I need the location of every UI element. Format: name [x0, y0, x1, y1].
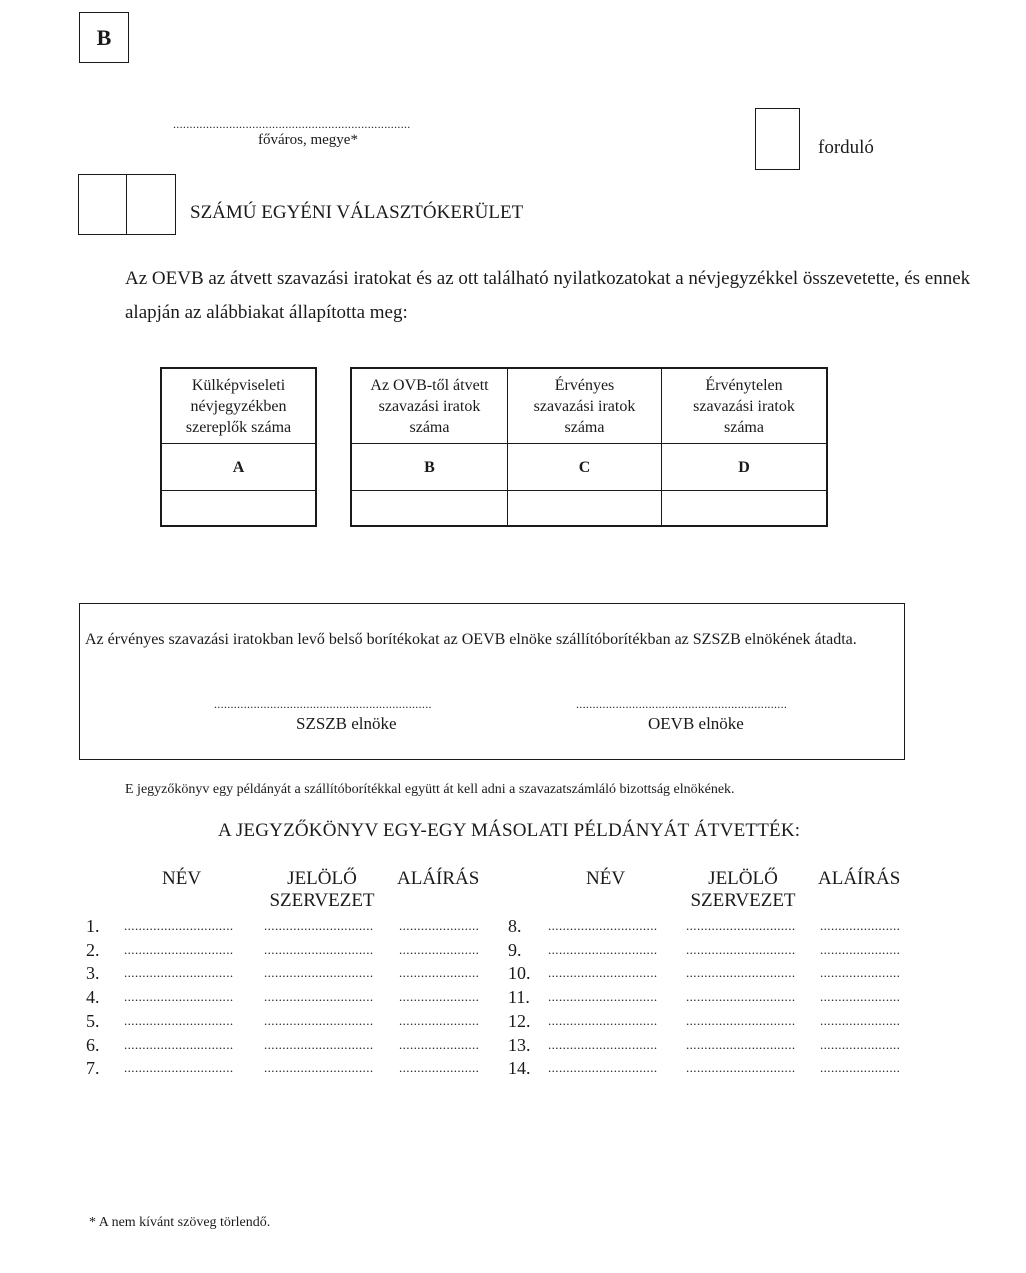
- city-input-line[interactable]: ........................................................................: [173, 117, 411, 131]
- column-letter-a: A: [161, 444, 316, 491]
- header-line: száma: [724, 418, 764, 436]
- cell-c-value[interactable]: [508, 491, 662, 527]
- name-entry-line[interactable]: ..............................: [124, 941, 234, 957]
- header-line: Érvényes: [554, 376, 615, 394]
- table-voting-documents: [350, 367, 828, 527]
- organization-entry-line[interactable]: ..............................: [264, 1036, 374, 1052]
- signature-entry-line[interactable]: ......................: [399, 1036, 480, 1052]
- organization-entry-line[interactable]: ..............................: [264, 965, 374, 981]
- signatory-row: [508, 1033, 908, 1057]
- organization-entry-line[interactable]: ..............................: [686, 1036, 796, 1052]
- signature-entry-line[interactable]: ......................: [399, 1060, 480, 1076]
- column-header-signature: ALÁÍRÁS: [818, 868, 901, 889]
- header-invalid-documents: [662, 368, 828, 444]
- oevb-signature-label: OEVB elnöke: [648, 714, 744, 733]
- header-received-documents: [351, 368, 508, 444]
- row-number: 14.: [508, 1058, 531, 1079]
- header-valid-documents: [508, 368, 662, 444]
- table-foreign-register: [160, 367, 317, 527]
- row-number: 6.: [86, 1034, 100, 1055]
- row-number: 5.: [86, 1010, 100, 1031]
- header-line: JELÖLŐ: [287, 868, 357, 889]
- organization-entry-line[interactable]: ..............................: [686, 989, 796, 1005]
- column-header-organization: [263, 868, 381, 912]
- signature-entry-line[interactable]: ......................: [820, 989, 901, 1005]
- signature-entry-line[interactable]: ......................: [399, 989, 480, 1005]
- signatory-row: [86, 1009, 486, 1033]
- copies-heading: A JEGYZŐKÖNYV EGY-EGY MÁSOLATI PÉLDÁNYÁT ÁTVETTÉK:: [218, 820, 801, 841]
- organization-entry-line[interactable]: ..............................: [686, 941, 796, 957]
- name-entry-line[interactable]: ..............................: [124, 1012, 234, 1028]
- name-entry-line[interactable]: ..............................: [124, 989, 234, 1005]
- header-line: száma: [564, 418, 605, 436]
- signatory-row: [86, 1033, 486, 1057]
- signatory-row: [508, 1009, 908, 1033]
- name-entry-line[interactable]: ..............................: [124, 918, 234, 933]
- district-number-box-1[interactable]: [78, 174, 127, 235]
- organization-entry-line[interactable]: ..............................: [686, 918, 796, 933]
- column-letter-c: C: [508, 444, 662, 491]
- signature-entry-line[interactable]: ......................: [820, 965, 901, 981]
- column-letter-d: D: [662, 444, 828, 491]
- header-line: SZERVEZET: [269, 890, 375, 911]
- city-label: főváros, megye*: [258, 132, 358, 148]
- intro-paragraph: Az OEVB az átvett szavazási iratokat és az ott található nyilatkozatokat a névjegyzékkel összevetette, és ennek alapján az alábbiakat állapította meg:: [125, 268, 971, 323]
- signatory-row: [86, 1056, 486, 1080]
- name-entry-line[interactable]: ..............................: [548, 1036, 658, 1052]
- header-line: SZERVEZET: [690, 890, 796, 911]
- footnote: * A nem kívánt szöveg törlendő.: [89, 1215, 271, 1230]
- name-entry-line[interactable]: ..............................: [548, 918, 658, 933]
- district-number-box-2[interactable]: [126, 174, 176, 235]
- row-number: 8.: [508, 916, 522, 936]
- signatory-row: [508, 1056, 908, 1080]
- district-label: SZÁMÚ EGYÉNI VÁLASZTÓKERÜLET: [190, 202, 524, 223]
- row-number: 11.: [508, 987, 530, 1008]
- header-foreign-register: [161, 368, 316, 444]
- organization-entry-line[interactable]: ..............................: [264, 1012, 374, 1028]
- organization-entry-line[interactable]: ..............................: [264, 918, 374, 933]
- row-number: 1.: [86, 916, 100, 936]
- form-letter: B: [96, 24, 112, 50]
- szszb-signature-line[interactable]: ..................................................................: [214, 697, 432, 711]
- handover-section: [79, 603, 905, 760]
- signatory-row: [86, 938, 486, 962]
- header-line: szavazási iratok: [693, 397, 795, 415]
- header-line: névjegyzékben: [190, 397, 287, 415]
- signatory-row: [86, 914, 486, 938]
- oevb-signature-line[interactable]: ................................................................: [576, 697, 788, 711]
- signatory-row: [508, 961, 908, 985]
- name-entry-line[interactable]: ..............................: [548, 965, 658, 981]
- organization-entry-line[interactable]: ..............................: [264, 941, 374, 957]
- signature-entry-line[interactable]: ......................: [820, 918, 901, 933]
- organization-entry-line[interactable]: ..............................: [686, 965, 796, 981]
- header-line: Az OVB-től átvett: [370, 376, 489, 394]
- name-entry-line[interactable]: ..............................: [548, 989, 658, 1005]
- row-number: 3.: [86, 963, 100, 984]
- organization-entry-line[interactable]: ..............................: [264, 989, 374, 1005]
- name-entry-line[interactable]: ..............................: [548, 1060, 658, 1076]
- column-header-organization: [684, 868, 802, 912]
- signature-entry-line[interactable]: ......................: [399, 1012, 480, 1028]
- header-line: száma: [409, 418, 450, 436]
- name-entry-line[interactable]: ..............................: [124, 965, 234, 981]
- name-entry-line[interactable]: ..............................: [124, 1060, 234, 1076]
- round-label: forduló: [818, 137, 874, 158]
- column-header-signature: ALÁÍRÁS: [397, 868, 480, 889]
- column-letter-b: B: [351, 444, 508, 491]
- name-entry-line[interactable]: ..............................: [124, 1036, 234, 1052]
- signature-entry-line[interactable]: ......................: [399, 941, 480, 957]
- handover-text: Az érvényes szavazási iratokban levő belső borítékokat az OEVB elnöke szállítóborítékban az SZSZB elnökének átadta.: [85, 631, 857, 648]
- organization-entry-line[interactable]: ..............................: [264, 1060, 374, 1076]
- signature-entry-line[interactable]: ......................: [399, 918, 480, 933]
- row-number: 10.: [508, 963, 531, 984]
- signatory-row: [86, 961, 486, 985]
- organization-entry-line[interactable]: ..............................: [686, 1012, 796, 1028]
- header-line: szavazási iratok: [378, 397, 481, 415]
- row-number: 2.: [86, 939, 100, 960]
- header-line: szavazási iratok: [533, 397, 636, 415]
- cell-a-value[interactable]: [161, 491, 316, 527]
- szszb-signature-label: SZSZB elnöke: [296, 714, 397, 733]
- cell-d-value[interactable]: [662, 491, 828, 527]
- form-letter-box: [79, 12, 129, 63]
- header-line: Külképviseleti: [191, 376, 286, 394]
- row-number: 12.: [508, 1010, 531, 1031]
- cell-b-value[interactable]: [351, 491, 508, 527]
- signatory-row: [86, 985, 486, 1009]
- row-number: 7.: [86, 1058, 100, 1079]
- signature-entry-line[interactable]: ......................: [820, 1036, 901, 1052]
- column-header-name: NÉV: [586, 868, 626, 889]
- signature-entry-line[interactable]: ......................: [399, 965, 480, 981]
- instruction-note: E jegyzőkönyv egy példányát a szállítóborítékkal együtt át kell adni a szavazatszámláló bizottság elnökének.: [125, 782, 735, 797]
- row-number: 13.: [508, 1034, 531, 1055]
- round-number-box[interactable]: [755, 108, 800, 170]
- signatory-row: [508, 985, 908, 1009]
- column-header-name: NÉV: [162, 868, 202, 889]
- row-number: 4.: [86, 987, 100, 1008]
- signatory-row: [508, 914, 908, 938]
- signature-entry-line[interactable]: ......................: [820, 941, 901, 957]
- signature-entry-line[interactable]: ......................: [820, 1012, 901, 1028]
- header-line: JELÖLŐ: [708, 868, 778, 889]
- header-line: Érvénytelen: [705, 376, 783, 394]
- name-entry-line[interactable]: ..............................: [548, 941, 658, 957]
- signatory-row: [508, 938, 908, 962]
- organization-entry-line[interactable]: ..............................: [686, 1060, 796, 1076]
- signature-entry-line[interactable]: ......................: [820, 1060, 901, 1076]
- row-number: 9.: [508, 939, 522, 960]
- header-line: szereplők száma: [185, 418, 292, 436]
- name-entry-line[interactable]: ..............................: [548, 1012, 658, 1028]
